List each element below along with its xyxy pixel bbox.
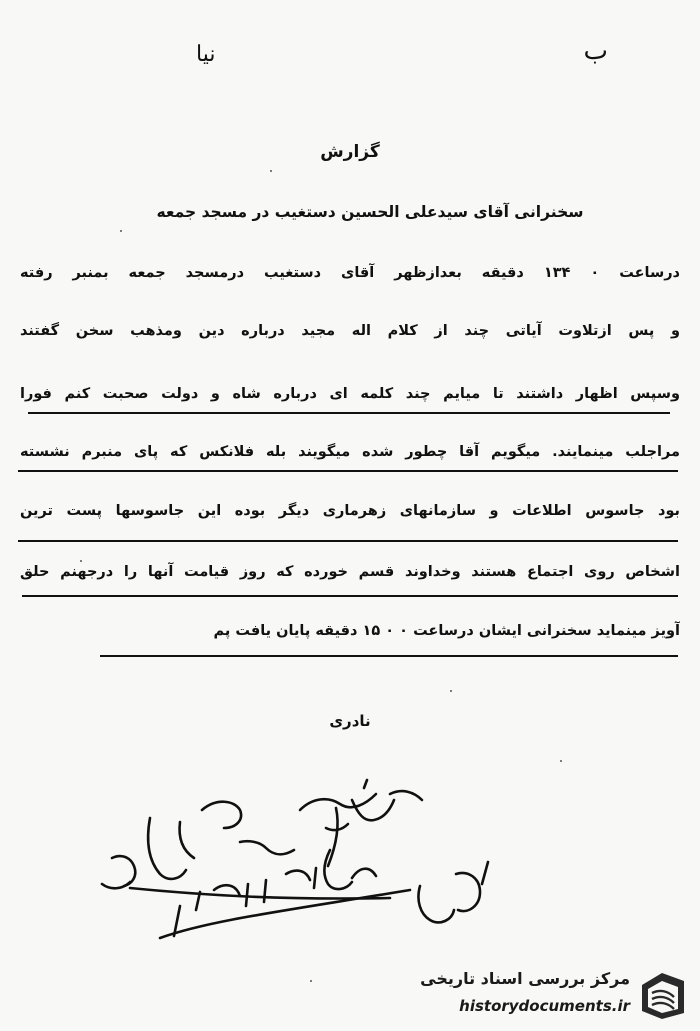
report-line-3: وسپس اظهار داشتند تا میایم چند کلمه ای درباره شاه و دولت صحبت کنم فورا: [20, 386, 680, 402]
report-line-6: اشخاص روی اجتماع هستند وخداوند قسم خورده که روز قیامت آنها را درجهنم حلق: [20, 564, 680, 580]
speck: [270, 170, 272, 172]
footer-watermark: [402, 963, 692, 1027]
report-title: گزارش: [320, 142, 380, 162]
handwritten-notes-image: [90, 770, 510, 960]
speck: [80, 560, 82, 562]
underline-2: [18, 470, 678, 472]
footer-name: مرکز بررسی اسناد تاریخی: [420, 969, 630, 988]
footer-url: historydocuments.ir: [459, 997, 630, 1015]
report-line-2: و پس ازتلاوت آیاتی چند از کلام اله مجید درباره دین ومذهب سخن گفتند: [20, 323, 680, 339]
speck: [450, 690, 452, 692]
report-line-1: درساعت ۰ ۱۳۴ دقیقه بعدازظهر آقای دستغیب درمسجد جمعه بمنبر رفته: [20, 265, 680, 281]
signature-name: نادری: [329, 712, 371, 730]
report-subtitle: سخنرانی آقای سیدعلی الحسین دستغیب در مسجد جمعه: [156, 203, 584, 221]
underline-1: [28, 412, 670, 414]
archive-logo-icon: [636, 967, 690, 1023]
speck: [310, 980, 312, 982]
underline-4: [22, 595, 678, 597]
corner-mark-left: نیا: [196, 42, 216, 67]
report-line-4: مراجلب مینمایند. میگویم آقا چطور شده میگویند بله فلانکس که پای منبرم نشسته: [20, 444, 680, 460]
underline-5: [100, 655, 678, 657]
speck: [120, 230, 122, 232]
report-line-5: بود جاسوس اطلاعات و سازمانهای زهرماری دیگر بوده این جاسوسها پست ترین: [20, 503, 680, 519]
underline-3: [18, 540, 678, 542]
corner-mark-right: ب: [583, 36, 608, 66]
speck: [560, 760, 562, 762]
report-line-7: آویز مینماید سخنرانی ایشان درساعت ۰ ۰ ۱۵ دقیقه پایان یافت پم: [213, 623, 680, 639]
